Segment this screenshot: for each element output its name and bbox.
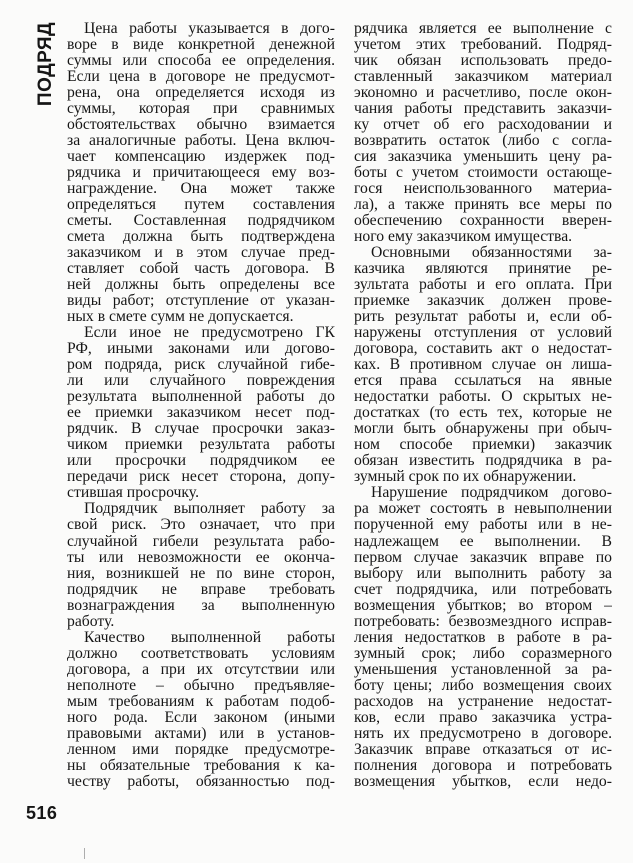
text-line: ного ему заказчиком имущества. xyxy=(354,229,573,246)
text-line: ее приемки заказчиком несет под- xyxy=(67,405,335,422)
text-line: порученной ему работы или в не- xyxy=(354,517,612,534)
text-line: ном способе приемки) заказчик xyxy=(354,437,612,454)
text-line: чает компенсацию издержек под- xyxy=(67,149,335,166)
text-line: обстоятельствах обычно взимается xyxy=(67,117,335,134)
text-line: ли или случайного повреждения xyxy=(67,373,335,390)
text-line: могли быть обнаружены при обыч- xyxy=(354,421,612,438)
text-line: сметы. Составленная подрядчиком xyxy=(67,213,335,230)
text-line: суммы, которая при сравнимых xyxy=(67,101,335,118)
text-line: расходов на устранение недостат- xyxy=(354,693,612,710)
text-line: честву работы, обязанностью под- xyxy=(67,773,335,790)
text-line: рена, она определяется исходя из xyxy=(67,85,335,102)
text-line: Если иное не предусмотрено ГК xyxy=(84,325,335,342)
text-line: заказчиком и в этом случае пред- xyxy=(67,245,335,262)
text-line: Заказчик вправе отказаться от ис- xyxy=(354,741,612,758)
text-line: ков, если право заказчика устра- xyxy=(354,709,612,726)
right-text-column xyxy=(354,21,612,790)
text-line: обязан известить подрядчика в ра- xyxy=(354,453,612,470)
text-line: учетом этих требований. Подряд- xyxy=(354,37,612,54)
text-line: боты с учетом стоимости остающе- xyxy=(354,165,612,182)
text-line: приемке заказчик должен прове- xyxy=(354,293,612,310)
text-line: ны обязательные требования к ка- xyxy=(67,757,335,774)
text-line: ла), а также принять все меры по xyxy=(354,197,612,214)
text-line: рядчика и причитающееся ему воз- xyxy=(67,165,335,182)
page-number: 516 xyxy=(26,803,58,823)
section-title-text: ПОДРЯД xyxy=(35,21,57,107)
text-line: договора, а при их отсутствии или xyxy=(67,661,335,678)
text-line: Нарушение подрядчиком догово- xyxy=(371,485,612,502)
text-line: Подрядчик выполняет работу за xyxy=(84,501,335,518)
text-line: возмещения убытков, если недо- xyxy=(354,773,612,790)
text-line: рить результат работы и, если об- xyxy=(354,309,612,326)
text-line: подрядчик не вправе требовать xyxy=(67,581,335,598)
left-text-column xyxy=(67,21,335,790)
text-line: казчика являются принятие ре- xyxy=(354,261,612,278)
text-line: счет подрядчика, или потребовать xyxy=(354,581,612,598)
text-line: ках. В противном случае он лиша- xyxy=(354,357,612,374)
text-line: боту цены; либо возмещения своих xyxy=(354,677,612,694)
text-line: выбору или выполнить работу за xyxy=(354,565,612,582)
text-line: правовыми актами) или в установ- xyxy=(67,725,335,742)
text-line: нять их предусмотрено в договоре. xyxy=(354,725,612,742)
text-line: возмещения убытков; во втором – xyxy=(354,597,612,614)
text-line: зультата работы и его оплата. При xyxy=(354,277,612,294)
text-line: стившая просрочку. xyxy=(67,485,200,502)
text-line: возвратить остаток (либо с согла- xyxy=(354,133,612,150)
text-line: рядчика является ее выполнение с xyxy=(354,21,612,37)
text-line: зумный срок по их обнаружении. xyxy=(354,469,577,486)
text-line: ных в смете сумм не допускается. xyxy=(67,309,294,326)
text-line: воре в виде конкретной денежной xyxy=(67,37,335,54)
text-line: работу. xyxy=(67,613,115,630)
text-line: или просрочки подрядчиком ее xyxy=(67,453,335,470)
text-line: виды работ; отступление от указан- xyxy=(67,293,335,310)
text-line: зумный срок; либо соразмерного xyxy=(354,645,612,662)
text-line: ты или невозможности ее оконча- xyxy=(67,549,335,566)
text-line: определяться путем составления xyxy=(67,197,335,214)
text-line: сия заказчика уменьшить цену ра- xyxy=(354,149,612,166)
text-line: за аналогичные работы. Цена включ- xyxy=(67,133,335,150)
text-line: должно соответствовать условиям xyxy=(67,645,335,662)
text-line: случайной гибели результата рабо- xyxy=(67,533,335,550)
text-line: ного рода. Если законом (иными xyxy=(67,709,335,726)
text-line: уменьшения установленной за ра- xyxy=(354,661,612,678)
text-line: ется права ссылаться на явные xyxy=(354,373,612,390)
text-line: суммы или способа ее определения. xyxy=(67,53,335,70)
text-line: Качество выполненной работы xyxy=(84,629,335,646)
text-line: свой риск. Это означает, что при xyxy=(67,517,335,534)
running-section-title xyxy=(34,18,59,110)
text-line: ния, возникшей не по вине сторон, xyxy=(67,565,335,582)
text-line: передачи риск несет сторона, допу- xyxy=(67,469,335,486)
text-line: ней должны быть определены все xyxy=(67,277,335,294)
text-line: мым требованиям к работам подоб- xyxy=(67,693,335,710)
text-line: вознаграждения за выполненную xyxy=(67,597,335,614)
text-line: награждение. Она может также xyxy=(67,181,335,198)
text-line: ставленный заказчиком материал xyxy=(354,69,612,86)
text-line: ром подряда, риск случайной гибе- xyxy=(67,357,335,374)
text-line: Цена работы указывается в дого- xyxy=(84,21,335,37)
text-line: достатках (то есть тех, которые не xyxy=(354,405,612,422)
text-line: чания работы представить заказчи- xyxy=(354,101,612,118)
text-line: обеспечению сохранности вверен- xyxy=(354,213,612,230)
scan-artifact-mark xyxy=(84,848,85,859)
text-line: РФ, иными законами или догово- xyxy=(67,341,335,358)
text-line: чик обязан использовать предо- xyxy=(354,53,612,70)
text-line: ленном ими порядке предусмотре- xyxy=(67,741,335,758)
text-line: ления недостатков в работе в ра- xyxy=(354,629,612,646)
text-line: неполноте – обычно предъявляе- xyxy=(67,677,335,694)
text-line: недостатки работы. О скрытых не- xyxy=(354,389,612,406)
text-line: смета должна быть подтверждена xyxy=(67,229,335,246)
text-line: чиком приемки результата работы xyxy=(67,437,335,454)
text-line: Если цена в договоре не предусмот- xyxy=(67,69,335,86)
text-line: экономно и расчетливо, после окон- xyxy=(354,85,612,102)
text-line: результата выполненной работы до xyxy=(67,389,335,406)
text-line: ра может состоять в невыполнении xyxy=(354,501,612,518)
text-line: гося неиспользованного материа- xyxy=(354,181,612,198)
text-line: наружены отступления от условий xyxy=(354,325,612,342)
text-line: полнения договора и потребовать xyxy=(354,757,612,774)
text-line: потребовать: безвозмездного исправ- xyxy=(354,613,612,630)
text-line: надлежащем ее выполнении. В xyxy=(354,533,612,550)
text-line: рядчик. В случае просрочки заказ- xyxy=(67,421,335,438)
text-line: ставляет собой часть договора. В xyxy=(67,261,335,278)
text-line: Основными обязанностями за- xyxy=(371,245,612,262)
text-line: первом случае заказчик вправе по xyxy=(354,549,612,566)
text-line: ку отчет об его расходовании и xyxy=(354,117,612,134)
text-line: договора, составить акт о недостат- xyxy=(354,341,612,358)
